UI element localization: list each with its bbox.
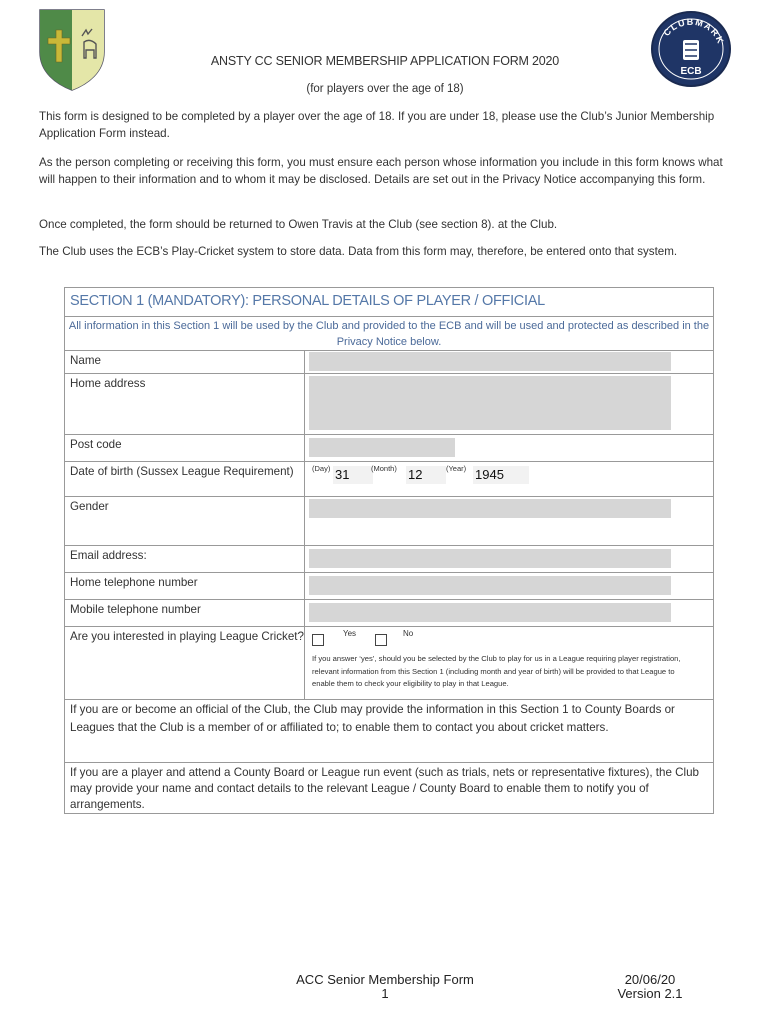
- name-label: Name: [65, 351, 305, 373]
- league-yes-label: Yes: [343, 629, 357, 638]
- dob-month-input[interactable]: 12: [406, 466, 446, 484]
- email-label: Email address:: [65, 546, 305, 572]
- post-code-input[interactable]: [309, 438, 455, 457]
- intro-paragraph: The Club uses the ECB’s Play-Cricket system to store data. Data from this form may, therefore, be entered onto that system.: [39, 245, 678, 258]
- mobile-phone-label: Mobile telephone number: [65, 600, 305, 626]
- dob-year-input[interactable]: 1945: [473, 466, 529, 484]
- gender-label: Gender: [65, 497, 305, 545]
- footer-page-number: 1: [381, 986, 389, 1001]
- intro-paragraph: Once completed, the form should be returned to Owen Travis at the Club (see section 8). at the Club.: [39, 218, 558, 231]
- home-address-input[interactable]: [309, 376, 671, 430]
- home-address-label: Home address: [65, 374, 305, 434]
- league-label: Are you interested in playing League Cricket?: [65, 627, 305, 699]
- form-subtitle: (for players over the age of 18): [306, 83, 464, 95]
- league-no-checkbox[interactable]: [375, 634, 387, 646]
- clubmark-ecb-logo: [650, 10, 732, 88]
- email-input[interactable]: [309, 549, 671, 568]
- intro-paragraph: As the person completing or receiving this form, you must ensure each person whose information you include in this form knows what will happen to their information and to whom it may be disclosed. Details are set out in the Privacy Notice accompanying this form.: [39, 156, 723, 186]
- post-code-label: Post code: [65, 435, 305, 461]
- dob-day-input[interactable]: 31: [333, 466, 373, 484]
- intro-paragraph: This form is designed to be completed by a player over the age of 18. If you are under 18, please use the Club’s Junior Membership Application Form instead.: [39, 110, 715, 140]
- club-crest-logo: [38, 8, 106, 92]
- section-title: SECTION 1 (MANDATORY): PERSONAL DETAILS OF PLAYER / OFFICIAL: [65, 288, 713, 317]
- home-phone-input[interactable]: [309, 576, 671, 595]
- name-input[interactable]: [309, 352, 671, 371]
- section1-table: [64, 287, 714, 814]
- footer-version-text: Version 2.1: [617, 986, 683, 1001]
- league-note: If you answer ‘yes’, should you be selected by the Club to play for us in a League requiring player registration, relevant information from this Section 1 (including month and year of birth) will be provided to that League to enable them to check your eligibility to play in that League.: [312, 654, 681, 688]
- player-note: If you are a player and attend a County Board or League run event (such as trials, nets or representative fixtures), the Club may provide your name and contact details to the relevant League / County Board to enable them to notify you of arrangements.: [70, 766, 699, 811]
- footer-version: [595, 973, 705, 1001]
- home-phone-label: Home telephone number: [65, 573, 305, 599]
- svg-text:CLUBMARK: CLUBMARK: [661, 16, 727, 47]
- footer-form-name-text: ACC Senior Membership Form: [296, 972, 474, 987]
- section-note: All information in this Section 1 will be used by the Club and provided to the ECB and will be used and protected as described in the Privacy Notice below.: [65, 317, 713, 351]
- league-yes-checkbox[interactable]: [312, 634, 324, 646]
- dob-month-label: (Month): [371, 464, 397, 473]
- gender-input[interactable]: [309, 499, 671, 518]
- footer-form-name: [270, 973, 500, 1001]
- svg-text:ECB: ECB: [680, 66, 702, 77]
- dob-day-label: (Day): [312, 464, 331, 473]
- dob-label: Date of birth (Sussex League Requirement): [65, 462, 305, 496]
- dob-year-label: (Year): [446, 464, 467, 473]
- official-note: If you are or become an official of the Club, the Club may provide the information in this Section 1 to County Boards or Leagues that the Club is a member of or affiliated to; to enable them to contact you about cricket matters.: [70, 703, 675, 734]
- league-no-label: No: [403, 629, 414, 638]
- form-title: ANSTY CC SENIOR MEMBERSHIP APPLICATION FORM 2020: [210, 54, 560, 68]
- dob-field: [305, 462, 713, 496]
- footer-date: 20/06/20: [624, 972, 676, 987]
- mobile-phone-input[interactable]: [309, 603, 671, 622]
